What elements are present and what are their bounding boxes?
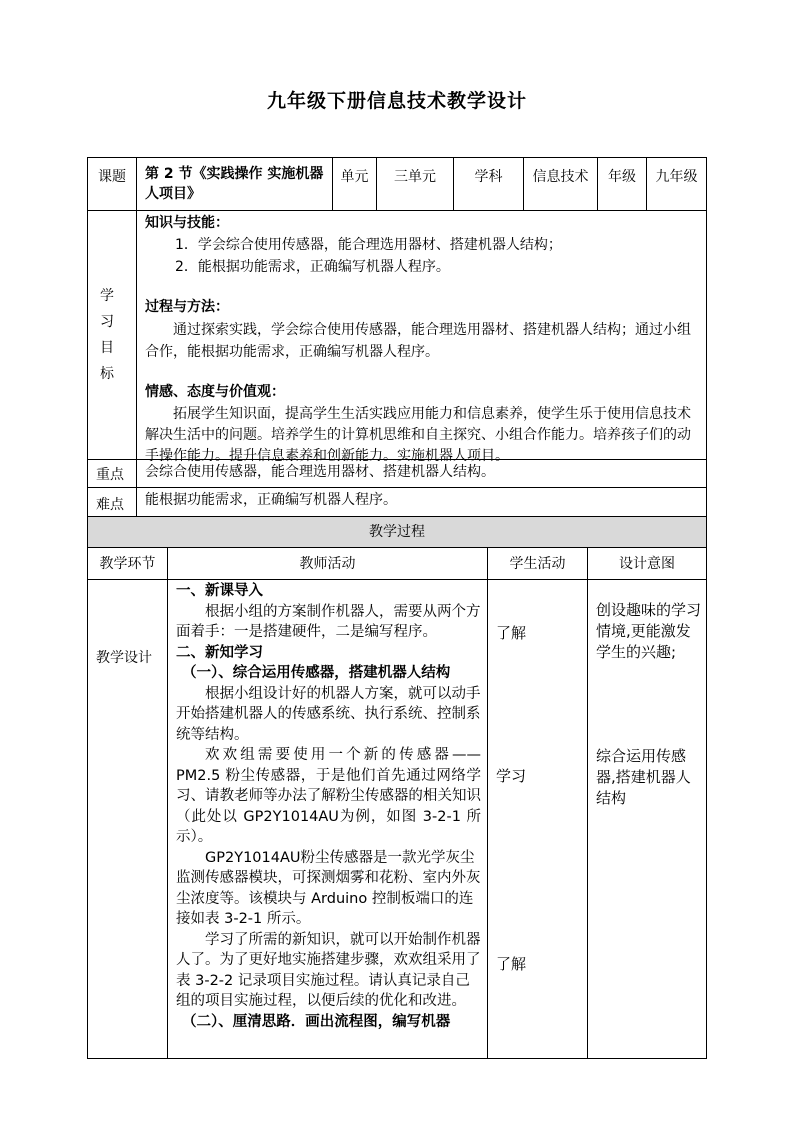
unit-value: 三单元: [394, 169, 436, 185]
col-header-student-label: 学生活动: [509, 555, 566, 572]
knowledge-heading: 知识与技能：: [145, 215, 229, 231]
student-activity-3: 了解: [496, 955, 527, 973]
unit-cell: [376, 157, 454, 211]
difficulty-label-cell: [87, 487, 137, 517]
knowledge-item: 2．能根据功能需求，正确编写机器人程序。: [175, 259, 450, 275]
design-intent-cell: [587, 579, 707, 1059]
unit-label-cell: [332, 157, 377, 211]
subsection-sensor-heading: （一）、综合运用传感器，搭建机器人结构: [182, 665, 451, 681]
difficulty-label: 难点: [96, 497, 124, 513]
design-label-cell: [87, 579, 168, 1059]
teacher-activity-cell: [167, 579, 488, 1059]
section-new-knowledge-heading: 二、新知学习: [176, 644, 263, 661]
section-intro-heading: 一、新课导入: [176, 583, 263, 599]
difficulty-text: 能根据功能需求，正确编写机器人程序。: [145, 492, 397, 508]
objectives-label-cell: [87, 210, 137, 460]
grade-cell: [646, 157, 707, 211]
emotion-text: 拓展学生知识面，提高学生生活实践应用能力和信息素养，使学生乐于使用信息技术解决生活中的问题。培养学生的计算机思维和自主探究、小组合作能力。培养孩子们的动手操作能力。提升信息素养和创新能力。实施机器人项目。: [145, 406, 691, 464]
knowledge-item: 1．学会综合使用传感器，能合理选用器材、搭建机器人结构；: [175, 237, 562, 253]
subject-cell: [523, 157, 598, 211]
subject-value: 信息技术: [532, 169, 589, 185]
grade-label: 年级: [608, 169, 636, 185]
process-title: 教学过程: [369, 524, 425, 540]
intro-paragraph: 根据小组的方案制作机器人，需要从两个方面着手：一是搭建硬件，二是编写程序。: [176, 603, 481, 640]
key-point-cell: [136, 459, 707, 488]
col-header-teacher: [167, 547, 488, 580]
objectives-label: 学习目标: [100, 288, 114, 382]
unit-label: 单元: [340, 169, 369, 185]
page-title: 九年级下册信息技术教学设计: [266, 90, 527, 112]
col-header-intent: [587, 547, 707, 580]
process-text: 通过探索实践，学会综合使用传感器，能合理选用器材、搭建机器人结构；通过小组合作，能根据功能需求，正确编写机器人程序。: [145, 322, 691, 360]
col-header-teacher-label: 教师活动: [299, 555, 356, 572]
key-point-label-cell: [87, 459, 137, 488]
grade-value: 九年级: [655, 169, 698, 185]
topic-label-cell: [87, 157, 137, 211]
col-header-stage: [87, 547, 168, 580]
design-intent-1: 创设趣味的学习情境,更能激发学生的兴趣;: [596, 601, 702, 661]
design-label: 教学设计: [96, 650, 152, 666]
emotion-heading: 情感、态度与价值观：: [145, 384, 285, 400]
key-point-label: 重点: [96, 467, 124, 483]
grade-label-cell: [597, 157, 647, 211]
process-heading: 过程与方法：: [145, 299, 229, 315]
key-point-text: 会综合使用传感器，能合理选用器材、搭建机器人结构。: [145, 464, 495, 480]
topic-cell: [136, 157, 333, 211]
col-header-stage-label: 教学环节: [99, 555, 156, 572]
sensor-paragraph-1: 根据小组设计好的机器人方案，就可以动手开始搭建机器人的传感系统、执行系统、控制系统等结构。: [176, 685, 481, 743]
sensor-paragraph-3: GP2Y1014AU粉尘传感器是一款光学灰尘监测传感器模块，可探测烟雾和花粉、室内外灰尘浓度等。该模块与 Arduino 控制板端口的连接如表 3-2-1 所示。: [176, 849, 481, 927]
topic-label: 课题: [98, 169, 126, 185]
subject-label: 学科: [474, 169, 503, 185]
objectives-cell: [136, 210, 707, 464]
sensor-paragraph-2: 欢欢组需要使用一个新的传感器——PM2.5 粉尘传感器，于是他们首先通过网络学习、请教老师等办法了解粉尘传感器的相关知识（此处以 GP2Y1014AU为例，如图 3-2-1 所示）。: [176, 747, 481, 845]
subject-label-cell: [453, 157, 524, 211]
student-activity-cell: [487, 579, 588, 1059]
col-header-student: [487, 547, 588, 580]
col-header-intent-label: 设计意图: [619, 555, 675, 572]
student-activity-1: 了解: [496, 624, 527, 642]
student-activity-2: 学习: [496, 767, 527, 785]
sensor-paragraph-4: 学习了所需的新知识，就可以开始制作机器人了。为了更好地实施搭建步骤，欢欢组采用了表 3-2-2 记录项目实施过程。请认真记录自己组的项目实施过程，以便后续的优化和改进。: [176, 931, 481, 1009]
subsection-flowchart-heading: （二）、厘清思路．画出流程图，编写机器: [182, 1013, 451, 1030]
difficulty-cell: [136, 487, 707, 517]
process-title-cell: [87, 516, 707, 548]
topic-value: 第 2 节《实践操作 实施机器人项目》: [145, 166, 324, 202]
design-intent-2: 综合运用传感器,搭建机器人结构: [596, 747, 691, 807]
